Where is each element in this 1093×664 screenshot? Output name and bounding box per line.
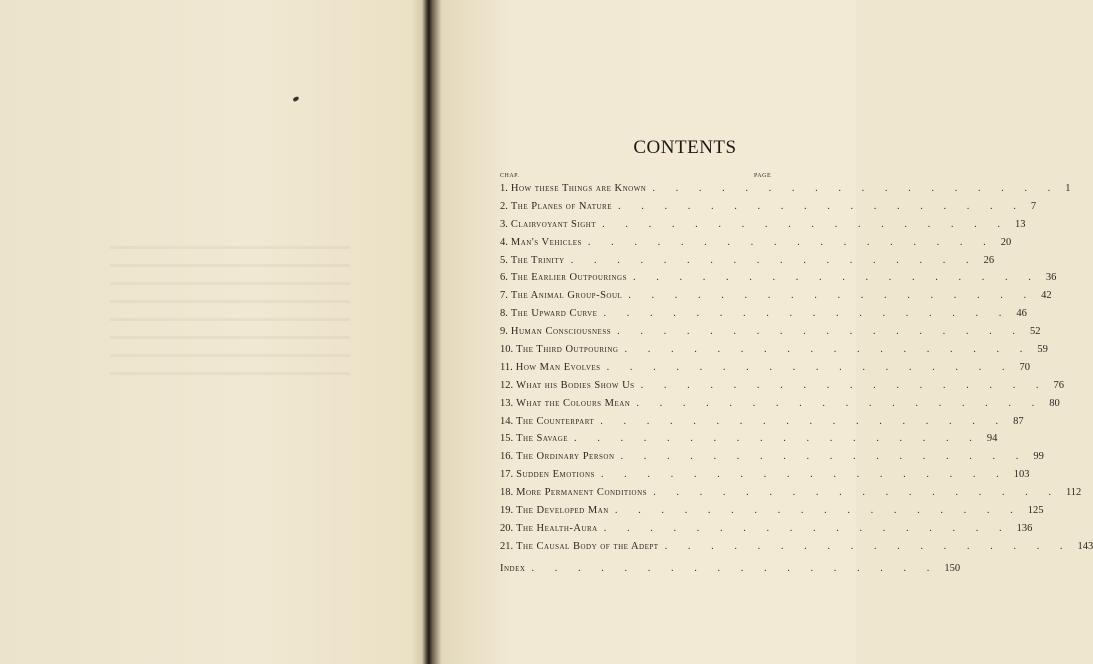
entry-title: The Earlier Outpourings (510, 272, 627, 284)
entry-title: Clairvoyant Sight (510, 218, 597, 230)
toc-entry (500, 269, 1057, 287)
show-through-text (110, 246, 350, 390)
toc-entry (500, 502, 1044, 520)
entry-number: 9. (500, 326, 508, 338)
dot-leader: . . . . . . . . . . . . . . . . . . (614, 505, 1022, 517)
entry-title: The Counterpart (516, 415, 595, 427)
dot-leader: . . . . . . . . . . . . . . . . . . (531, 563, 939, 574)
toc-entry (500, 448, 1044, 466)
dot-leader: . . . . . . . . . . . . . . . . . . (602, 218, 1009, 230)
entry-number: 2. (500, 200, 508, 212)
entry-page: 112 (1065, 487, 1082, 499)
entry-page: 80 (1049, 397, 1060, 409)
dot-leader: . . . . . . . . . . . . . . . . . . (652, 183, 1060, 194)
dot-leader: . . . . . . . . . . . . . . . . . . (628, 290, 1036, 302)
contents-list (500, 180, 1093, 556)
dot-leader: . . . . . . . . . . . . . . . . . . (603, 308, 1011, 320)
entry-title: Human Consciousness (510, 326, 612, 338)
toc-entry (500, 323, 1041, 341)
toc-entry (500, 466, 1030, 484)
entry-title: The Causal Body of the Adept (516, 540, 659, 552)
entry-number: 20. (500, 522, 514, 534)
toc-entry (500, 216, 1026, 234)
show-through-title (150, 204, 310, 220)
entry-number: 1. (500, 183, 508, 194)
toc-entry (500, 198, 1037, 216)
entry-title: Sudden Emotions (516, 469, 595, 481)
entry-page: 46 (1016, 308, 1027, 320)
entry-page: 99 (1033, 451, 1044, 463)
entry-page: 143 (1077, 540, 1093, 552)
right-page (434, 0, 1093, 664)
index-label: Index (500, 563, 526, 574)
entry-page: 20 (1000, 236, 1012, 248)
entry-number: 12. (500, 379, 514, 391)
entry-page: 94 (986, 433, 998, 445)
entry-number: 21. (500, 540, 514, 552)
dot-leader: . . . . . . . . . . . . . . . . . . (624, 344, 1032, 356)
dot-leader: . . . . . . . . . . . . . . . . . . (640, 379, 1048, 391)
entry-title: The Trinity (510, 254, 565, 266)
entry-number: 19. (500, 505, 514, 517)
entry-page: 7 (1030, 200, 1037, 212)
toc-entry (500, 252, 995, 270)
entry-number: 7. (500, 290, 508, 302)
dot-leader: . . . . . . . . . . . . . . . . . . (617, 200, 1025, 212)
entry-title: The Ordinary Person (516, 451, 615, 463)
entry-title: Man's Vehicles (510, 236, 582, 248)
entry-page: 52 (1029, 326, 1041, 338)
dot-leader: . . . . . . . . . . . . . . . . . . (570, 254, 978, 266)
entry-number: 17. (500, 469, 514, 481)
dot-leader: . . . . . . . . . . . . . . . . . . (603, 522, 1011, 534)
dot-leader: . . . . . . . . . . . . . . . . . . (653, 487, 1060, 499)
toc-entry (500, 341, 1048, 359)
toc-entry (500, 305, 1027, 323)
entry-title: More Permanent Conditions (516, 487, 648, 499)
entry-number: 15. (500, 433, 514, 445)
toc-entry (500, 520, 1033, 538)
entry-number: 6. (500, 272, 508, 284)
dot-leader: . . . . . . . . . . . . . . . . . . (632, 272, 1040, 284)
entry-number: 13. (500, 397, 514, 409)
entry-title: The Health-Aura (516, 522, 598, 534)
dot-leader: . . . . . . . . . . . . . . . . . . (587, 236, 995, 248)
toc-entry (500, 413, 1024, 431)
index-entry (500, 563, 961, 574)
entry-number: 16. (500, 451, 514, 463)
toc-entry (500, 377, 1064, 395)
entry-title: How Man Evolves (515, 361, 601, 373)
entry-number: 3. (500, 218, 508, 230)
entry-number: 18. (500, 487, 514, 499)
toc-entry (500, 538, 1093, 556)
toc-entry (500, 395, 1060, 413)
entry-title: The Third Outpouring (516, 344, 619, 356)
entry-title: The Planes of Nature (510, 200, 612, 212)
entry-page: 26 (983, 254, 995, 266)
toc-entry (500, 234, 1012, 252)
toc-entry (500, 287, 1052, 305)
entry-page: 59 (1037, 344, 1048, 356)
entry-page: 76 (1053, 379, 1064, 391)
dot-leader: . . . . . . . . . . . . . . . . . . (620, 451, 1028, 463)
chap-header: CHAP. (500, 173, 520, 179)
entry-page: 1 (1065, 183, 1071, 194)
dot-leader: . . . . . . . . . . . . . . . . . . (600, 469, 1008, 481)
entry-page: 136 (1016, 522, 1033, 534)
page-title: CONTENTS (633, 137, 737, 158)
entry-title: The Upward Curve (510, 308, 598, 320)
entry-title: The Developed Man (516, 505, 609, 517)
entry-number: 4. (500, 236, 508, 248)
entry-number: 14. (500, 415, 514, 427)
toc-entry (500, 484, 1082, 502)
entry-page: 87 (1013, 415, 1024, 427)
entry-title: What his Bodies Show Us (516, 379, 635, 391)
dot-leader: . . . . . . . . . . . . . . . . . . (606, 361, 1014, 373)
dot-leader: . . . . . . . . . . . . . . . . . . (664, 540, 1072, 552)
entry-page: 125 (1027, 505, 1044, 517)
index-page: 150 (944, 563, 961, 574)
entry-title: The Animal Group-Soul (510, 290, 623, 302)
dot-leader: . . . . . . . . . . . . . . . . . . (636, 397, 1044, 409)
entry-number: 11. (500, 361, 513, 373)
entry-page: 36 (1045, 272, 1057, 284)
entry-number: 8. (500, 308, 508, 320)
page-header: PAGE (754, 173, 772, 179)
dot-leader: . . . . . . . . . . . . . . . . . . (617, 326, 1024, 338)
entry-title: The Savage (516, 433, 569, 445)
entry-title: How these Things are Known (510, 183, 647, 194)
entry-title: What the Colours Mean (516, 397, 631, 409)
dot-leader: . . . . . . . . . . . . . . . . . . (600, 415, 1008, 427)
entry-page: 70 (1019, 361, 1030, 373)
toc-entry (500, 430, 998, 448)
left-page (0, 0, 422, 664)
toc-entry (500, 180, 1071, 198)
entry-number: 10. (500, 344, 514, 356)
ink-speck (292, 96, 299, 102)
entry-page: 42 (1041, 290, 1052, 302)
entry-page: 13 (1014, 218, 1026, 230)
entry-page: 103 (1013, 469, 1030, 481)
toc-entry (500, 359, 1030, 377)
entry-number: 5. (500, 254, 508, 266)
dot-leader: . . . . . . . . . . . . . . . . . . (574, 433, 981, 445)
